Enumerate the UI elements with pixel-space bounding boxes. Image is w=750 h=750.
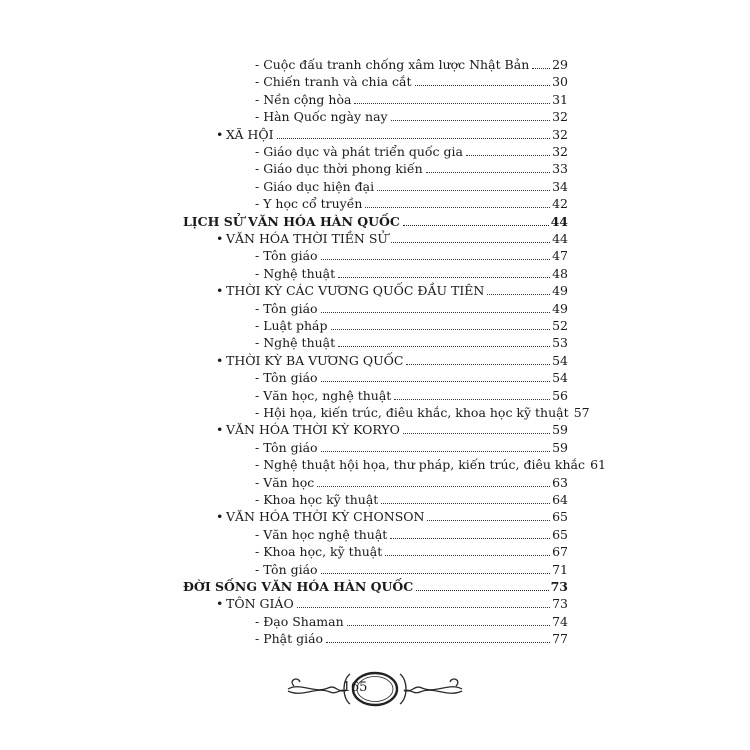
dot-leader bbox=[326, 641, 550, 643]
toc-entry-title: - Văn học, nghệ thuật bbox=[255, 387, 392, 403]
dot-leader bbox=[427, 519, 550, 521]
dot-leader bbox=[317, 485, 550, 487]
toc-entry-page: 42 bbox=[552, 196, 568, 212]
toc-subsection-entry bbox=[255, 194, 568, 212]
toc-entry-page: 32 bbox=[552, 109, 568, 125]
dot-leader bbox=[297, 606, 550, 608]
dot-leader bbox=[487, 293, 550, 295]
dot-leader bbox=[321, 450, 550, 452]
toc-entry-title: - Khoa học kỹ thuật bbox=[255, 492, 379, 507]
toc-entry-title: - Y học cổ truyền bbox=[255, 196, 363, 212]
toc-section-entry bbox=[228, 281, 568, 299]
dot-leader bbox=[466, 154, 550, 156]
toc-entry-title: - Đạo Shaman bbox=[255, 613, 344, 629]
toc-entry-page: 61 bbox=[590, 457, 606, 473]
toc-section-entry bbox=[228, 229, 568, 247]
dot-leader bbox=[347, 624, 550, 626]
toc-subsection-entry bbox=[255, 629, 568, 647]
toc-entry-page: 74 bbox=[552, 613, 568, 629]
toc-entry-title: ĐỜI SỐNG VĂN HÓA HÀN QUỐC bbox=[183, 579, 414, 594]
dot-leader bbox=[403, 224, 549, 226]
dot-leader bbox=[406, 363, 550, 365]
toc-entry-title: - Giáo dục hiện đại bbox=[255, 178, 375, 194]
toc-entry-title: - Nghệ thuật hội họa, thư pháp, kiến trúc, điêu khắc bbox=[255, 457, 585, 473]
toc-entry-page: 73 bbox=[552, 596, 568, 612]
toc-entry-page: 57 bbox=[573, 405, 590, 420]
toc-subsection-entry bbox=[255, 107, 568, 125]
toc-entry-page: 30 bbox=[552, 74, 568, 90]
toc-entry-title: - Tôn giáo bbox=[255, 370, 318, 386]
toc-subsection-entry bbox=[255, 90, 568, 108]
toc-subsection-entry bbox=[255, 264, 568, 282]
toc-chapter-entry bbox=[183, 577, 568, 595]
toc-entry-page: 49 bbox=[552, 300, 568, 316]
toc-subsection-entry bbox=[255, 542, 568, 560]
toc-subsection-entry bbox=[255, 560, 568, 578]
toc-section-entry bbox=[228, 507, 568, 525]
toc-entry-title: - Tôn giáo bbox=[255, 561, 318, 577]
dot-leader bbox=[338, 345, 550, 347]
toc-subsection-entry bbox=[255, 525, 568, 543]
dot-leader bbox=[385, 554, 550, 556]
toc-subsection-entry bbox=[255, 246, 568, 264]
toc-subsection-entry bbox=[255, 316, 568, 334]
toc-entry-page: 44 bbox=[552, 231, 568, 246]
toc-entry-title: - Hàn Quốc ngày nay bbox=[255, 109, 388, 125]
toc-subsection-entry bbox=[255, 177, 568, 195]
dot-leader bbox=[391, 119, 550, 121]
toc-subsection-entry bbox=[255, 438, 568, 456]
dot-leader bbox=[365, 206, 550, 208]
toc-entry-title: - Nền cộng hòa bbox=[255, 91, 352, 107]
dot-leader bbox=[381, 502, 550, 504]
toc-entry-page: 54 bbox=[552, 352, 568, 368]
dot-leader bbox=[403, 432, 550, 434]
toc-section-entry bbox=[228, 125, 568, 143]
toc-entry-page: 32 bbox=[552, 144, 568, 159]
dot-leader bbox=[391, 241, 550, 243]
toc-entry-title: - Văn học nghệ thuật bbox=[255, 526, 388, 542]
toc-entry-title: • VĂN HÓA THỜI TIỀN SỬ bbox=[228, 231, 389, 247]
page-number: 165 bbox=[342, 680, 368, 695]
toc-entry-title: - Tôn giáo bbox=[255, 439, 318, 455]
toc-subsection-entry bbox=[255, 386, 568, 404]
toc-entry-title: - Tôn giáo bbox=[255, 300, 318, 316]
toc-entry-page: 59 bbox=[552, 439, 568, 455]
dot-leader bbox=[354, 102, 550, 104]
toc-entry-title: - Cuộc đấu tranh chống xâm lược Nhật Bản bbox=[255, 57, 530, 72]
dot-leader bbox=[321, 311, 550, 313]
toc-entry-title: - Phật giáo bbox=[255, 631, 324, 647]
toc-entry-title: - Nghệ thuật bbox=[255, 265, 336, 281]
toc-entry-title: - Văn học bbox=[255, 474, 315, 490]
dot-leader bbox=[426, 171, 550, 173]
dot-leader bbox=[321, 380, 550, 382]
dot-leader bbox=[416, 589, 548, 591]
toc-entry-page: 54 bbox=[552, 370, 568, 386]
toc-subsection-entry bbox=[255, 490, 568, 508]
toc-entry-title: - Nghệ thuật bbox=[255, 335, 336, 351]
toc-entry-page: 65 bbox=[552, 526, 568, 542]
toc-entry-page: 48 bbox=[552, 265, 568, 281]
toc-section-entry bbox=[228, 351, 568, 369]
toc-entry-page: 67 bbox=[552, 544, 568, 560]
dot-leader bbox=[394, 398, 550, 400]
toc-chapter-entry bbox=[183, 212, 568, 230]
toc-entry-page: 77 bbox=[552, 631, 568, 647]
dot-leader bbox=[377, 189, 550, 191]
toc-subsection-entry bbox=[255, 368, 568, 386]
dot-leader bbox=[390, 537, 550, 539]
toc-entry-page: 52 bbox=[552, 318, 568, 333]
toc-subsection-entry bbox=[255, 333, 568, 351]
toc-entry-title: • THỜI KỲ BA VƯƠNG QUỐC bbox=[228, 353, 404, 369]
toc-entry-title: - Tôn giáo bbox=[255, 248, 318, 264]
toc-entry-page: 31 bbox=[552, 91, 568, 107]
toc-entry-title: - Giáo dục thời phong kiến bbox=[255, 161, 423, 177]
toc-entry-title: • VĂN HÓA THỜI KỲ KORYO bbox=[228, 422, 401, 438]
dot-leader bbox=[338, 276, 550, 278]
toc-entry-title: - Luật pháp bbox=[255, 318, 328, 333]
toc-entry-title: • XÃ HỘI bbox=[228, 127, 275, 143]
toc-entry-title: - Chiến tranh và chia cắt bbox=[255, 74, 412, 90]
toc-entry-title: - Hội họa, kiến trúc, điêu khắc, khoa học kỹ thuật bbox=[255, 405, 569, 420]
toc-entry-page: 64 bbox=[552, 492, 568, 507]
toc-entry-page: 56 bbox=[552, 387, 568, 403]
toc-entry-page: 33 bbox=[552, 161, 568, 177]
dot-leader bbox=[277, 137, 550, 139]
toc-section-entry bbox=[228, 420, 568, 438]
toc-entry-page: 59 bbox=[552, 422, 568, 438]
toc-subsection-entry bbox=[255, 299, 568, 317]
dot-leader bbox=[321, 572, 550, 574]
toc-subsection-entry bbox=[255, 159, 568, 177]
dot-leader bbox=[532, 67, 550, 69]
toc-entry-page: 47 bbox=[552, 248, 568, 264]
toc-entry-page: 65 bbox=[552, 509, 568, 525]
toc-entry-title: - Giáo dục và phát triển quốc gia bbox=[255, 144, 463, 159]
toc-entry-page: 29 bbox=[552, 57, 568, 72]
dot-leader bbox=[331, 328, 550, 330]
toc-entry-page: 44 bbox=[550, 213, 568, 229]
toc-subsection-entry bbox=[255, 473, 568, 491]
toc-section-entry bbox=[228, 594, 568, 612]
toc-entry-page: 71 bbox=[552, 561, 568, 577]
toc-entry-title: - Khoa học, kỹ thuật bbox=[255, 544, 383, 560]
toc-entry-title: • TÔN GIÁO bbox=[228, 596, 295, 612]
toc-entry-page: 32 bbox=[552, 126, 568, 142]
toc-subsection-entry bbox=[255, 403, 590, 421]
toc-subsection-entry bbox=[255, 612, 568, 630]
toc-entry-title: • VĂN HÓA THỜI KỲ CHONSON bbox=[228, 509, 425, 525]
toc-subsection-entry bbox=[255, 72, 568, 90]
toc-entry-page: 63 bbox=[552, 474, 568, 490]
toc-subsection-entry bbox=[255, 55, 568, 73]
scroll-ornament-icon bbox=[280, 664, 470, 714]
dot-leader bbox=[321, 258, 550, 260]
dot-leader bbox=[415, 84, 551, 86]
toc-entry-page: 34 bbox=[552, 178, 568, 194]
toc-entry-page: 49 bbox=[552, 283, 568, 299]
toc-entry-title: • THỜI KỲ CÁC VƯƠNG QUỐC ĐẦU TIÊN bbox=[228, 283, 485, 299]
toc-entry-page: 53 bbox=[552, 335, 568, 351]
toc-entry-page: 73 bbox=[550, 579, 568, 594]
toc-subsection-entry bbox=[255, 142, 568, 160]
toc-entry-title: LỊCH SỬ VĂN HÓA HÀN QUỐC bbox=[183, 213, 400, 229]
toc-subsection-entry bbox=[255, 455, 606, 473]
